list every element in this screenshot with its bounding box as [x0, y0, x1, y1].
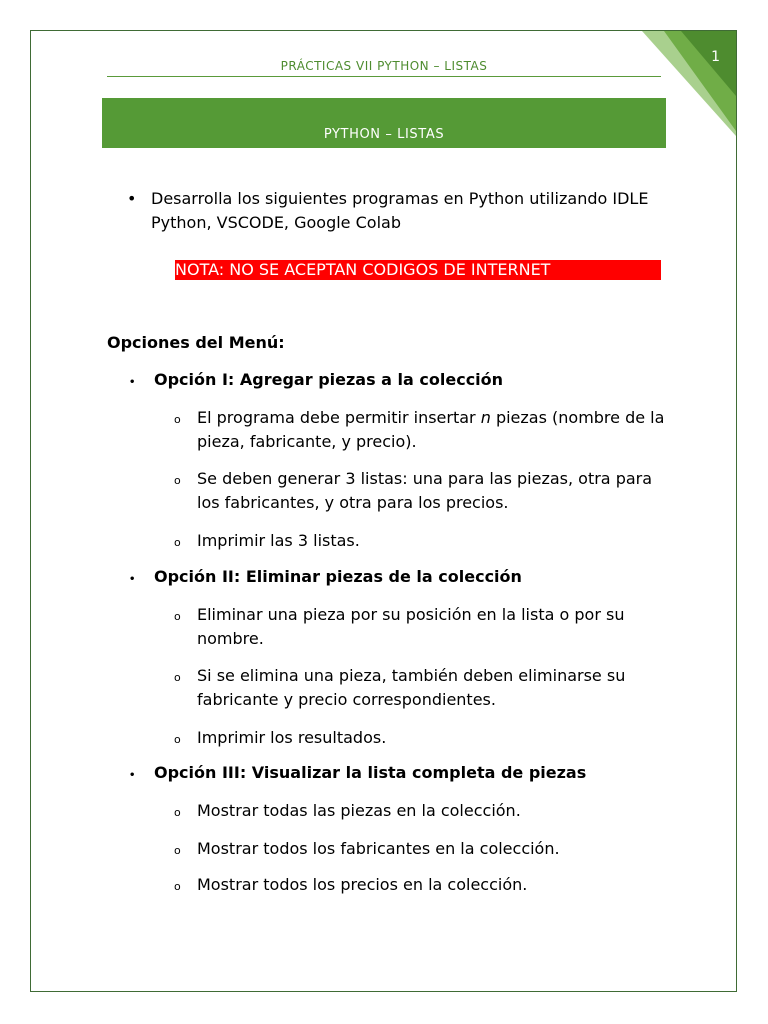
list-item	[174, 837, 669, 863]
sub-bullet: o	[174, 671, 181, 684]
list-item-text: Imprimir los resultados.	[197, 728, 387, 747]
sub-bullet: o	[174, 610, 181, 623]
page-number: 1	[711, 49, 720, 65]
option-1-heading	[127, 370, 503, 389]
sub-bullet: o	[174, 474, 181, 487]
nota-warning: NOTA: NO SE ACEPTAN CODIGOS DE INTERNET	[175, 260, 661, 280]
option-bullet: •	[129, 574, 136, 585]
sub-bullet: o	[174, 536, 181, 549]
option-2-heading	[127, 567, 522, 586]
list-item	[174, 799, 669, 825]
italic-n: n	[480, 408, 491, 427]
sub-bullet: o	[174, 880, 181, 893]
list-item-text: Se deben generar 3 listas: una para las piezas, otra para los fabricantes, y otra para los precios.	[197, 469, 653, 512]
option-3-heading	[127, 763, 586, 782]
option-title: Opción I: Agregar piezas a la colección	[154, 370, 504, 389]
menu-heading: Opciones del Menú:	[107, 333, 285, 352]
intro-text: Desarrolla los siguientes programas en Python utilizando IDLE Python, VSCODE, Google Colab	[151, 189, 649, 232]
list-item-text: Si se elimina una pieza, también deben eliminarse su fabricante y precio correspondientes.	[197, 666, 626, 709]
running-header: PRÁCTICAS VII PYTHON – LISTAS	[280, 59, 488, 73]
list-item	[174, 406, 669, 454]
option-bullet: •	[129, 770, 136, 781]
document-page	[30, 30, 737, 992]
option-title: Opción III: Visualizar la lista completa de piezas	[154, 763, 587, 782]
intro-paragraph	[127, 187, 667, 235]
list-item	[174, 664, 669, 712]
list-item-text: Eliminar una pieza por su posición en la lista o por su nombre.	[197, 605, 625, 648]
list-item	[174, 603, 669, 651]
title-band-text: PYTHON – LISTAS	[323, 127, 445, 142]
sub-bullet: o	[174, 413, 181, 426]
option-bullet: •	[129, 377, 136, 388]
sub-bullet: o	[174, 844, 181, 857]
list-item-text: Mostrar todas las piezas en la colección.	[197, 801, 521, 820]
list-item	[174, 467, 669, 515]
list-item-text: Mostrar todos los precios en la colección.	[197, 875, 528, 894]
list-item-text: Mostrar todos los fabricantes en la colección.	[197, 839, 560, 858]
title-band	[102, 98, 666, 148]
sub-bullet: o	[174, 806, 181, 819]
list-item-text: Imprimir las 3 listas.	[197, 531, 360, 550]
header-rule	[107, 76, 661, 77]
sub-bullet: o	[174, 733, 181, 746]
intro-bullet: •	[127, 189, 137, 208]
option-title: Opción II: Eliminar piezas de la colección	[154, 567, 522, 586]
list-item	[174, 726, 669, 752]
list-item	[174, 873, 669, 899]
list-item	[174, 529, 669, 555]
list-item-text: El programa debe permitir insertar n piezas (nombre de la pieza, fabricante, y precio).	[197, 408, 665, 451]
